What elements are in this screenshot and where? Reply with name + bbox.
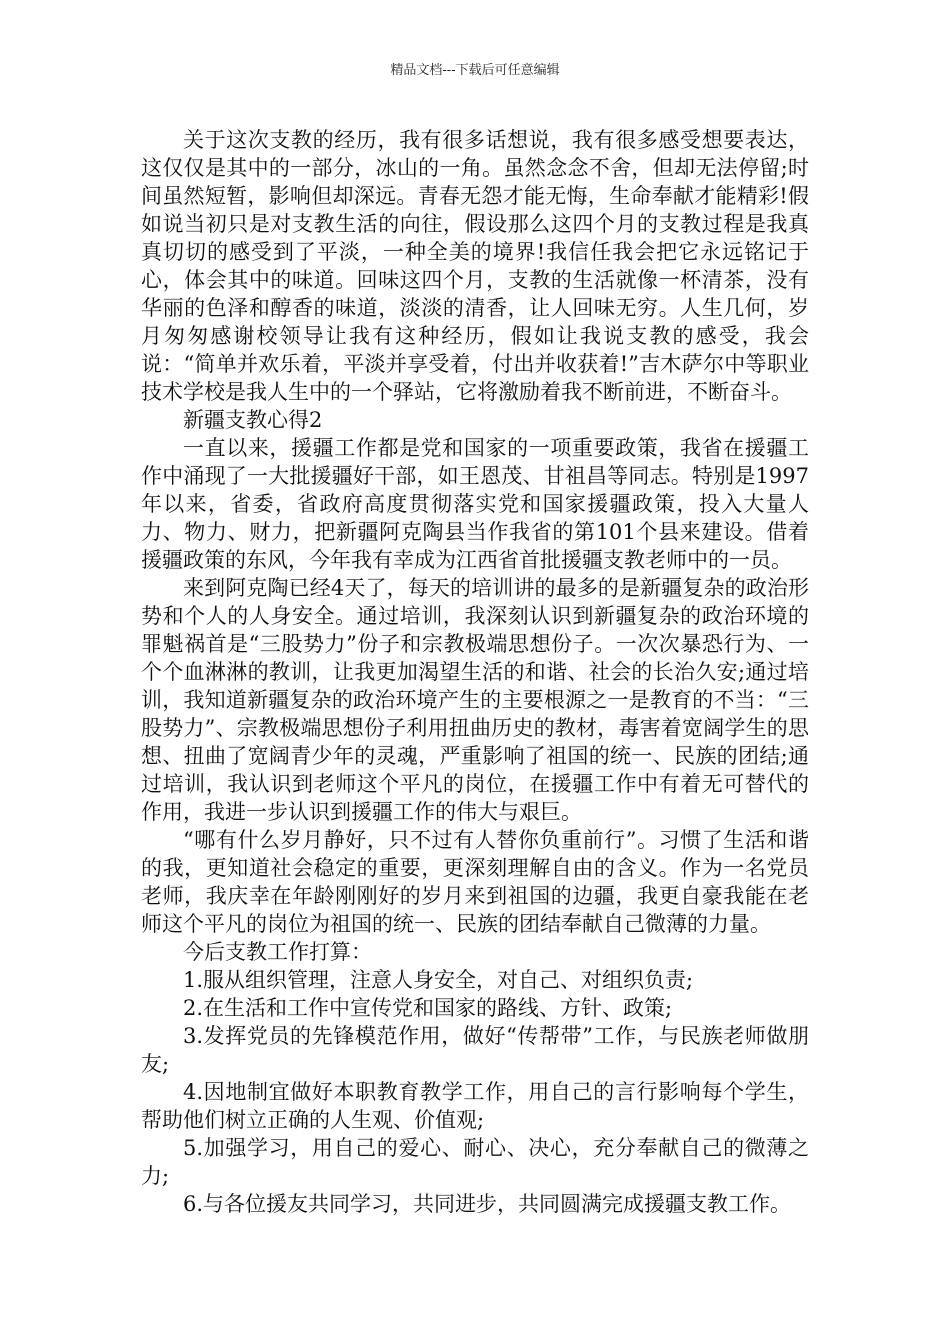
plan-heading: 今后支教工作打算： bbox=[183, 940, 372, 964]
paragraph-policy: 一直以来，援疆工作都是党和国家的一项重要政策，我省在援疆工作中涌现了一大批援疆好干部，如王恩茂、甘祖昌等同志。特别是1997年以来，省委，省政府高度贯彻落实党和国家援疆政策，投入大量人力、物力、财力，把新疆阿克陶县当作我省的第101个县来建设。借着援疆政策的东风，今年我有幸成为江西省首批援疆支教老师中的一员。 bbox=[141, 436, 809, 572]
paragraph-reflection: “哪有什么岁月静好，只不过有人替你负重前行”。习惯了生活和谐的我，更知道社会稳定的重要，更深刻理解自由的含义。作为一名党员老师，我庆幸在年龄刚刚好的岁月来到祖国的边疆，我更自豪我能在老师这个平凡的岗位为祖国的统一、民族的团结奉献自己微薄的力量。 bbox=[141, 828, 809, 936]
plan-item-6: 6.与各位援友共同学习，共同进步，共同圆满完成援疆支教工作。 bbox=[183, 1192, 792, 1216]
section-title: 新疆支教心得2 bbox=[183, 408, 323, 432]
plan-item-4: 4.因地制宜做好本职教育教学工作，用自己的言行影响每个学生，帮助他们树立正确的人生观、价值观; bbox=[141, 1080, 809, 1132]
plan-item-3: 3.发挥党员的先锋模范作用，做好“传帮带”工作，与民族老师做朋友; bbox=[141, 1024, 809, 1076]
plan-item-1: 1.服从组织管理，注意人身安全，对自己、对组织负责; bbox=[183, 968, 694, 992]
paragraph-training: 来到阿克陶已经4天了，每天的培训讲的最多的是新疆复杂的政治形势和个人的人身安全。通过培训，我深刻认识到新疆复杂的政治环境的罪魁祸首是“三股势力”份子和宗教极端思想份子。一次次暴恐行为、一个个血淋淋的教训，让我更加渴望生活的和谐、社会的长治久安;通过培训，我知道新疆复杂的政治环境产生的主要根源之一是教育的不当：“三股势力”、宗教极端思想份子利用扭曲历史的教材，毒害着宽阔学生的思想、扭曲了宽阔青少年的灵魂，严重影响了祖国的统一、民族的团结;通过培训，我认识到老师这个平凡的岗位，在援疆工作中有着无可替代的作用，我进一步认识到援疆工作的伟大与艰巨。 bbox=[141, 576, 809, 824]
plan-item-2: 2.在生活和工作中宣传党和国家的路线、方针、政策; bbox=[183, 996, 673, 1020]
paragraph-experience: 关于这次支教的经历，我有很多话想说，我有很多感受想要表达，这仅仅是其中的一部分，冰山的一角。虽然念念不舍，但却无法停留;时间虽然短暂，影响但却深远。青春无怨才能无悔，生命奉献才能精彩!假如说当初只是对支教生活的向往，假设那么这四个月的支教过程是我真真切切的感受到了平淡，一种全美的境界!我信任我会把它永远铭记于心，体会其中的味道。回味这四个月，支教的生活就像一杯清茶，没有华丽的色泽和醇香的味道，淡淡的清香，让人回味无穷。人生几何，岁月匆匆感谢校领导让我有这种经历，假如让我说支教的感受，我会说：“简单并欢乐着，平淡并享受着，付出并收获着!”吉木萨尔中等职业技术学校是我人生中的一个驿站，它将激励着我不断前进，不断奋斗。 bbox=[141, 128, 809, 404]
page-header: 精品文档---下载后可任意编辑 bbox=[390, 63, 560, 78]
document-body bbox=[141, 126, 809, 1218]
plan-item-5: 5.加强学习，用自己的爱心、耐心、决心，充分奉献自己的微薄之力; bbox=[141, 1136, 809, 1188]
